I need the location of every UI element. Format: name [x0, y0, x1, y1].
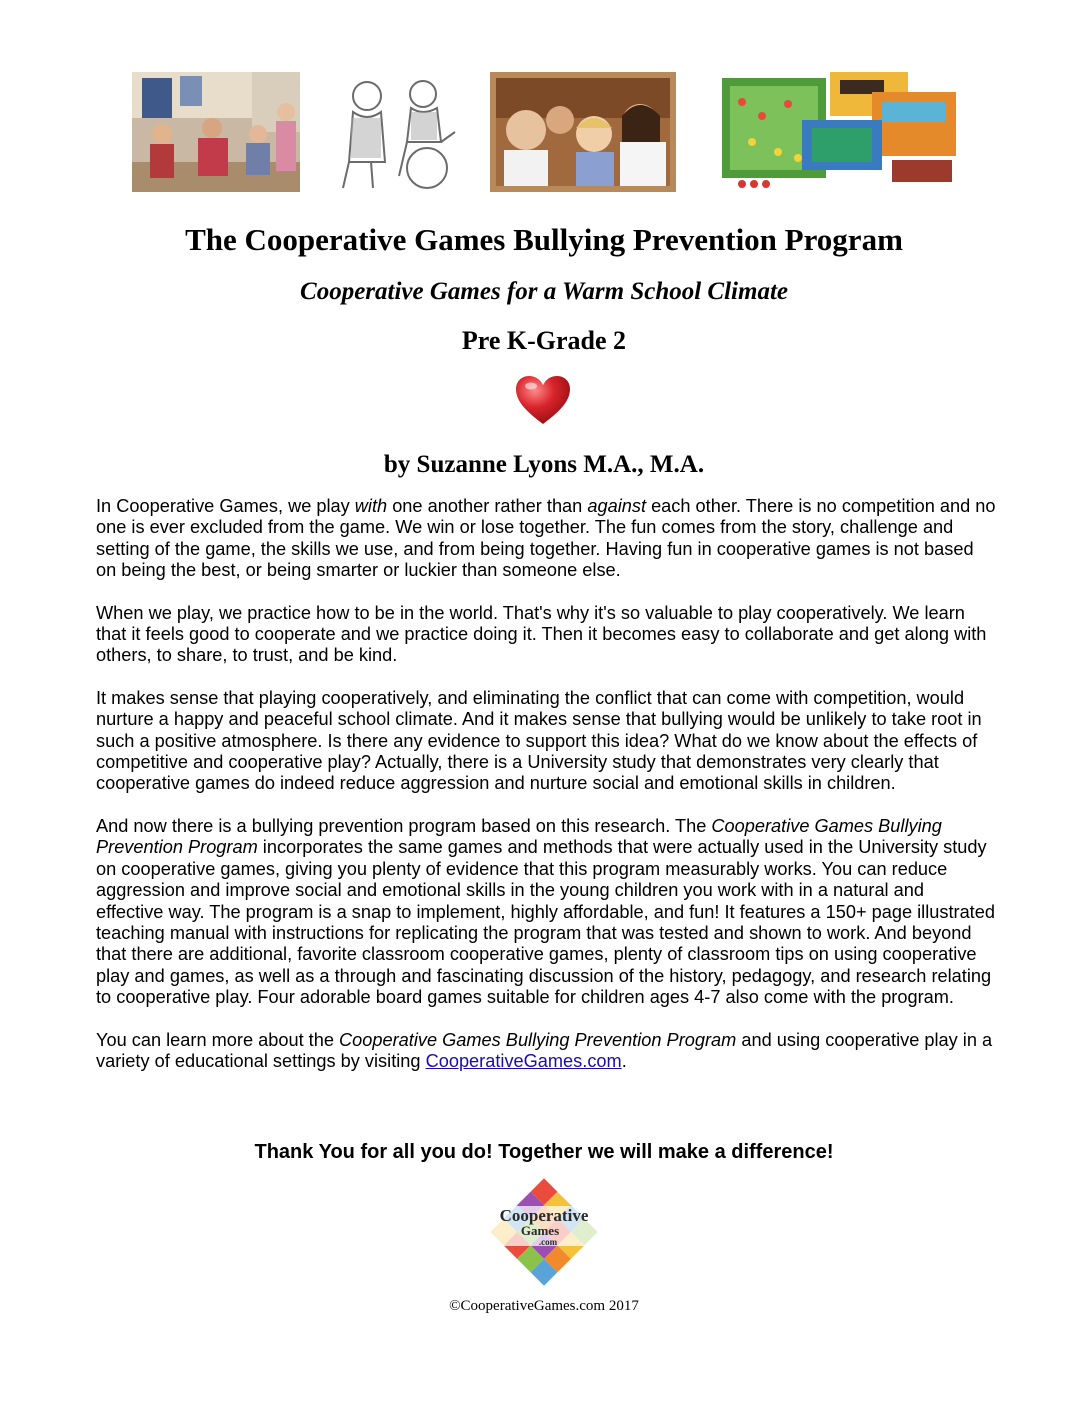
paragraph-learn-more: You can learn more about the Cooperative Games Bullying Prevention Program and using cooperative play in a variety of educational settings by visiting CooperativeGames.com.	[96, 1029, 993, 1071]
subtitle: Cooperative Games for a Warm School Climate	[300, 278, 788, 305]
children-dancing-photo	[132, 72, 300, 192]
paragraph-practice: When we play, we practice how to be in the world. That's why it's so valuable to play cooperatively. We learn that it feels good to cooperate and we practice doing it. Then it becomes easy to collaborate and get along with others, to share, to trust, and be kind.	[96, 602, 987, 666]
page-title: The Cooperative Games Bullying Prevention Program	[185, 222, 903, 257]
header-photos	[0, 72, 1088, 194]
svg-text:Cooperative: Cooperative	[499, 1206, 589, 1225]
thank-you-message: Thank You for all you do! Together we will make a difference!	[254, 1141, 834, 1163]
paragraph-program: And now there is a bullying prevention program based on this research. The Cooperative Games Bullying Prevention Program incorporates the same games and methods that were actually used in the University study on cooperative games, giving you plenty of evidence that this program measurably works. You can reduce aggression and improve social and emotional skills in the young children you work with in a natural and effective way. The program is a snap to implement, highly affordable, and fun! It features a 150+ page illustrated teaching manual with instructions for replicating the program that was tested and shown to work. And beyond that there are additional, favorite classroom cooperative games, plenty of classroom tips on using cooperative play and games, as well as a through and fascinating discussion of the history, pedagogy, and research relating to cooperative play. Four adorable board games suitable for children ages 4-7 also come with the program.	[96, 815, 995, 1008]
grade-level: Pre K-Grade 2	[461, 326, 627, 355]
cooperative-games-logo	[482, 1176, 606, 1288]
author-byline: by Suzanne Lyons M.A., M.A.	[383, 451, 705, 478]
svg-text:Games: Games	[520, 1223, 560, 1238]
board-games-photo	[722, 72, 958, 192]
svg-text:.com: .com	[538, 1237, 558, 1247]
children-drawing-sketch	[327, 72, 473, 192]
body-text	[96, 496, 996, 1093]
heart-icon	[514, 374, 572, 426]
copyright-notice: ©CooperativeGames.com 2017	[449, 1298, 639, 1314]
teacher-with-children-photo	[490, 72, 676, 192]
paragraph-evidence: It makes sense that playing cooperatively, and eliminating the conflict that can come with competition, would nurture a happy and peaceful school climate. And it makes sense that bullying would be unlikely to take root in such a positive atmosphere. Is there any evidence to support this idea? What do we know about the effects of competitive and cooperative play? Actually, there is a University study that demonstrates very clearly that cooperative games do indeed reduce aggression and nurture social and emotional skills in children.	[96, 687, 982, 794]
paragraph-intro: In Cooperative Games, we play with one another rather than against each other. There is no competition and no one is ever excluded from the game. We win or lose together. The fun comes from the story, challenge and setting of the game, the skills we use, and from being together. Having fun in cooperative games is not based on being the best, or being smarter or luckier than someone else.	[96, 496, 996, 581]
cooperativegames-link[interactable]: CooperativeGames.com	[425, 1050, 622, 1071]
